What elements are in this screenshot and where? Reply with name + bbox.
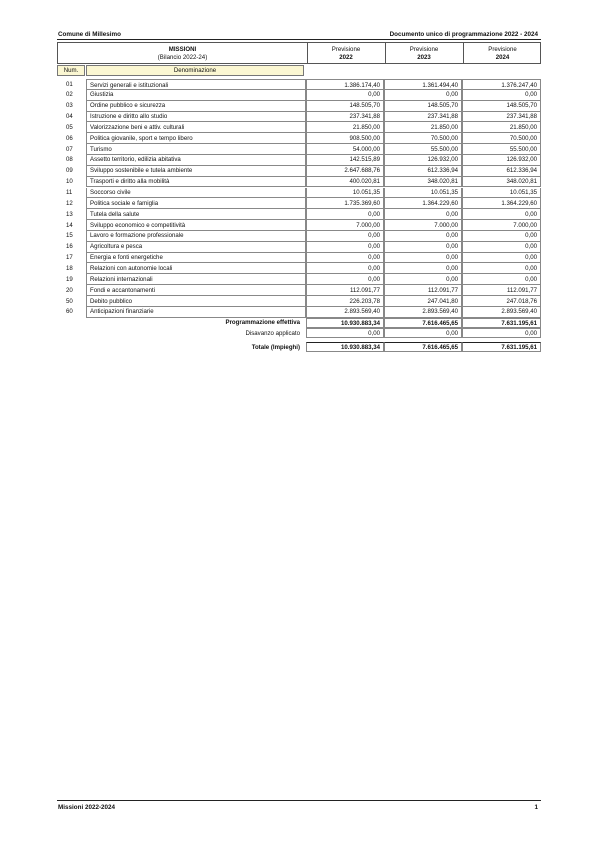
value-2022: 0,00 xyxy=(368,210,380,218)
value-2024-cell xyxy=(462,220,541,231)
mission-name: Giustizia xyxy=(90,91,114,99)
totale-2022: 10.930.883,34 xyxy=(306,342,384,352)
mission-name-cell xyxy=(86,122,306,133)
missioni-header xyxy=(58,46,307,61)
value-2022: 148.505,70 xyxy=(349,102,380,110)
value-2022: 142.515,89 xyxy=(349,156,380,164)
mission-number: 11 xyxy=(66,189,73,196)
value-2023: 0,00 xyxy=(446,210,458,218)
mission-name: Debito pubblico xyxy=(90,297,133,305)
value-2024: 2.893.569,40 xyxy=(501,308,537,316)
mission-name-cell xyxy=(86,198,306,209)
value-2024-cell xyxy=(462,209,541,220)
value-2022-cell xyxy=(306,242,384,253)
value-2023-cell xyxy=(384,166,462,177)
value-2024: 0,00 xyxy=(525,243,537,251)
footer-title: Missioni 2022-2024 xyxy=(58,804,116,811)
mission-name-cell xyxy=(86,188,306,199)
mission-name: Relazioni con autonomie locali xyxy=(90,264,173,272)
value-2023-cell xyxy=(384,101,462,112)
value-2024-cell xyxy=(462,166,541,177)
value-2023-cell xyxy=(384,285,462,296)
value-2022-cell xyxy=(306,144,384,155)
mission-name: Relazioni internazionali xyxy=(90,275,153,283)
table-row xyxy=(57,263,541,274)
mission-name-cell xyxy=(86,263,306,274)
mission-number: 19 xyxy=(66,275,73,283)
value-2023-cell xyxy=(384,122,462,133)
mission-number: 10 xyxy=(66,178,73,186)
value-2023: 112.091,77 xyxy=(427,286,458,294)
value-2024: 55.500,00 xyxy=(509,145,537,153)
table-row xyxy=(57,296,541,307)
value-2022-cell xyxy=(306,79,384,90)
value-2024-cell xyxy=(462,133,541,144)
value-2024: 612.336,94 xyxy=(506,167,537,175)
value-2022-cell xyxy=(306,198,384,209)
value-2022: 2.893.569,40 xyxy=(344,308,380,316)
value-2022: 0,00 xyxy=(368,232,380,240)
value-2024-cell xyxy=(462,155,541,166)
value-2024-cell xyxy=(462,307,541,318)
value-2023: 1.364.229,60 xyxy=(422,199,458,207)
denominazione-column-header: Denominazione xyxy=(86,65,304,76)
value-2024-cell xyxy=(462,90,541,101)
value-2022: 0,00 xyxy=(368,275,380,283)
programmazione-2022: 10.930.883,34 xyxy=(306,318,384,328)
value-2022-cell xyxy=(306,253,384,264)
mission-number: 09 xyxy=(66,167,73,175)
mission-name: Tutela della salute xyxy=(90,210,140,218)
value-2023-cell xyxy=(384,209,462,220)
value-2023: 1.361.494,40 xyxy=(422,81,458,89)
mission-number: 17 xyxy=(66,254,73,262)
table-row xyxy=(57,112,541,123)
value-2024: 0,00 xyxy=(525,91,537,99)
value-2024: 247.018,76 xyxy=(506,297,537,305)
year-label: 2023 xyxy=(417,53,431,61)
value-2022-cell xyxy=(306,90,384,101)
mission-name: Istruzione e diritto allo studio xyxy=(90,113,168,121)
value-2023-cell xyxy=(384,220,462,231)
value-2024: 237.341,88 xyxy=(506,113,537,121)
value-2022-cell xyxy=(306,155,384,166)
mission-name-cell xyxy=(86,79,306,90)
mission-name: Sviluppo economico e competitività xyxy=(90,221,186,229)
value-2024: 0,00 xyxy=(525,210,537,218)
value-2022-cell xyxy=(306,188,384,199)
value-2022-cell xyxy=(306,263,384,274)
value-2024: 70.500,00 xyxy=(509,134,537,142)
value-2023: 70.500,00 xyxy=(430,134,458,142)
missioni-title: MISSIONI xyxy=(168,46,197,53)
mission-number: 08 xyxy=(66,156,73,164)
value-2023: 0,00 xyxy=(446,264,458,272)
value-2022-cell xyxy=(306,231,384,242)
value-2023: 55.500,00 xyxy=(430,145,458,153)
year-header-2022 xyxy=(307,46,385,61)
mission-name-cell xyxy=(86,209,306,220)
value-2022-cell xyxy=(306,285,384,296)
value-2024: 1.376.247,40 xyxy=(501,81,537,89)
value-2023-cell xyxy=(384,242,462,253)
programmazione-label: Programmazione effettiva xyxy=(225,319,300,326)
value-2022-cell xyxy=(306,296,384,307)
table-row xyxy=(57,79,541,90)
value-2024-cell xyxy=(462,296,541,307)
year-label: 2022 xyxy=(339,53,353,61)
value-2022: 0,00 xyxy=(368,91,380,99)
value-2023-cell xyxy=(384,79,462,90)
mission-name-cell xyxy=(86,101,306,112)
value-2023-cell xyxy=(384,253,462,264)
value-2023: 247.041,80 xyxy=(427,297,458,305)
value-2022-cell xyxy=(306,122,384,133)
mission-name-cell xyxy=(86,285,306,296)
mission-name-cell xyxy=(86,242,306,253)
mission-number: 06 xyxy=(66,134,73,142)
value-2022-cell xyxy=(306,166,384,177)
value-2024: 0,00 xyxy=(525,264,537,272)
value-2022: 400.020,81 xyxy=(349,178,380,186)
mission-name-cell xyxy=(86,231,306,242)
value-2022: 21.850,00 xyxy=(352,123,380,131)
footer-rule xyxy=(57,800,541,801)
value-2022-cell xyxy=(306,133,384,144)
disavanzo-2023: 0,00 xyxy=(384,328,462,338)
value-2024: 10.051,35 xyxy=(509,189,537,196)
mission-name: Valorizzazione beni e attiv. culturali xyxy=(90,123,185,131)
value-2022: 2.647.688,76 xyxy=(344,167,380,175)
mission-name: Anticipazioni finanziarie xyxy=(90,308,154,316)
mission-number: 03 xyxy=(66,102,73,110)
value-2024: 126.932,00 xyxy=(506,156,537,164)
totals-block xyxy=(57,318,541,358)
value-2023-cell xyxy=(384,274,462,285)
value-2024: 7.000,00 xyxy=(513,221,537,229)
value-2022-cell xyxy=(306,177,384,188)
value-2022: 1.735.369,60 xyxy=(344,199,380,207)
value-2023: 2.893.569,40 xyxy=(422,308,458,316)
value-2023-cell xyxy=(384,188,462,199)
value-2022: 237.341,88 xyxy=(349,113,380,121)
mission-name: Sviluppo sostenibile e tutela ambiente xyxy=(90,167,193,175)
value-2023: 348.020,81 xyxy=(427,178,458,186)
value-2024: 148.505,70 xyxy=(506,102,537,110)
mission-name-cell xyxy=(86,253,306,264)
table-row xyxy=(57,242,541,253)
value-2023: 0,00 xyxy=(446,254,458,262)
value-2022-cell xyxy=(306,112,384,123)
table-row xyxy=(57,198,541,209)
mission-number: 20 xyxy=(66,286,73,294)
num-column-header: Num. xyxy=(57,65,85,76)
totale-2023: 7.616.465,65 xyxy=(384,342,462,352)
mission-number: 05 xyxy=(66,123,73,131)
value-2022-cell xyxy=(306,220,384,231)
value-2024: 0,00 xyxy=(525,232,537,240)
mission-number: 12 xyxy=(66,199,73,207)
mission-name-cell xyxy=(86,112,306,123)
value-2024: 0,00 xyxy=(525,254,537,262)
header-rule xyxy=(57,39,541,40)
value-2023: 148.505,70 xyxy=(427,102,458,110)
value-2023-cell xyxy=(384,307,462,318)
mission-name: Ordine pubblico e sicurezza xyxy=(90,102,166,110)
table-row xyxy=(57,274,541,285)
table-row xyxy=(57,285,541,296)
value-2022-cell xyxy=(306,274,384,285)
table-row xyxy=(57,122,541,133)
value-2022: 908.500,00 xyxy=(349,134,380,142)
value-2024-cell xyxy=(462,253,541,264)
entity-name: Comune di Millesimo xyxy=(58,31,121,38)
table-row xyxy=(57,90,541,101)
value-2023: 0,00 xyxy=(446,91,458,99)
table-row xyxy=(57,231,541,242)
totale-label: Totale (Impieghi) xyxy=(251,344,300,351)
value-2022: 10.051,35 xyxy=(352,189,380,196)
table-row xyxy=(57,144,541,155)
mission-name: Politica giovanile, sport e tempo libero xyxy=(90,134,193,142)
totale-2024: 7.631.195,61 xyxy=(462,342,541,352)
value-2023-cell xyxy=(384,144,462,155)
value-2023: 0,00 xyxy=(446,232,458,240)
table-row xyxy=(57,220,541,231)
value-2024: 21.850,00 xyxy=(509,123,537,131)
mission-name-cell xyxy=(86,307,306,318)
value-2023: 126.932,00 xyxy=(427,156,458,164)
mission-name-cell xyxy=(86,166,306,177)
table-row xyxy=(57,253,541,264)
mission-name: Agricoltura e pesca xyxy=(90,243,143,251)
value-2022: 0,00 xyxy=(368,254,380,262)
table-row xyxy=(57,155,541,166)
value-2024-cell xyxy=(462,274,541,285)
mission-number: 18 xyxy=(66,264,73,272)
table-row xyxy=(57,166,541,177)
mission-name: Energia e fonti energetiche xyxy=(90,254,163,262)
mission-number: 15 xyxy=(66,232,73,240)
year-header-2024 xyxy=(463,46,542,61)
mission-number: 13 xyxy=(66,210,73,218)
value-2023: 7.000,00 xyxy=(434,221,458,229)
mission-name-cell xyxy=(86,274,306,285)
table-row xyxy=(57,101,541,112)
mission-number: 50 xyxy=(66,297,73,305)
value-2024-cell xyxy=(462,101,541,112)
disavanzo-2022: 0,00 xyxy=(306,328,384,338)
mission-name: Soccorso civile xyxy=(90,189,131,196)
programmazione-2023: 7.616.465,65 xyxy=(384,318,462,328)
value-2023: 0,00 xyxy=(446,275,458,283)
value-2023-cell xyxy=(384,112,462,123)
mission-number: 02 xyxy=(66,91,73,99)
value-2024-cell xyxy=(462,198,541,209)
mission-name-cell xyxy=(86,177,306,188)
mission-number: 60 xyxy=(66,308,73,316)
value-2024-cell xyxy=(462,144,541,155)
value-2022: 0,00 xyxy=(368,243,380,251)
mission-name: Lavoro e formazione professionale xyxy=(90,232,184,240)
value-2023-cell xyxy=(384,155,462,166)
value-2022: 7.000,00 xyxy=(356,221,380,229)
value-2022: 112.091,77 xyxy=(349,286,380,294)
mission-number: 07 xyxy=(66,145,73,153)
value-2023-cell xyxy=(384,133,462,144)
value-2024-cell xyxy=(462,122,541,133)
mission-name-cell xyxy=(86,155,306,166)
value-2023-cell xyxy=(384,231,462,242)
year-header-2023 xyxy=(385,46,463,61)
value-2023: 21.850,00 xyxy=(430,123,458,131)
mission-number: 14 xyxy=(66,221,73,229)
disavanzo-label: Disavanzo applicato xyxy=(245,330,300,337)
mission-name-cell xyxy=(86,296,306,307)
year-label: 2024 xyxy=(495,53,510,61)
value-2023-cell xyxy=(384,296,462,307)
value-2023: 237.341,88 xyxy=(427,113,458,121)
value-2022-cell xyxy=(306,307,384,318)
mission-name: Servizi generali e istituzionali xyxy=(90,81,169,89)
mission-name-cell xyxy=(86,90,306,101)
document-title: Documento unico di programmazione 2022 - 2024 xyxy=(389,31,538,38)
value-2024-cell xyxy=(462,242,541,253)
mission-number: 01 xyxy=(66,80,73,88)
prev-label: Previsione xyxy=(488,46,517,53)
value-2022: 54.000,00 xyxy=(352,145,380,153)
value-2024-cell xyxy=(462,285,541,296)
value-2024-cell xyxy=(462,112,541,123)
value-2022-cell xyxy=(306,209,384,220)
value-2023: 0,00 xyxy=(446,243,458,251)
table-row xyxy=(57,188,541,199)
page-number: 1 xyxy=(534,804,538,811)
value-2024-cell xyxy=(462,79,541,90)
mission-name: Politica sociale e famiglia xyxy=(90,199,159,207)
value-2022: 226.203,78 xyxy=(349,297,380,305)
value-2023-cell xyxy=(384,90,462,101)
value-2023: 10.051,35 xyxy=(430,189,458,196)
table-row xyxy=(57,307,541,318)
value-2023-cell xyxy=(384,177,462,188)
mission-number: 04 xyxy=(66,113,73,121)
mission-name-cell xyxy=(86,220,306,231)
mission-name: Assetto territorio, edilizia abitativa xyxy=(90,156,181,164)
value-2024: 112.091,77 xyxy=(506,286,537,294)
mission-name: Fondi e accantonamenti xyxy=(90,286,156,294)
prev-label: Previsione xyxy=(409,46,439,53)
mission-name-cell xyxy=(86,133,306,144)
value-2023-cell xyxy=(384,263,462,274)
value-2022: 1.386.174,40 xyxy=(344,81,380,89)
mission-name: Turismo xyxy=(90,145,112,153)
value-2024: 1.364.229,60 xyxy=(501,199,537,207)
prev-label: Previsione xyxy=(331,46,361,53)
value-2024-cell xyxy=(462,177,541,188)
table-row xyxy=(57,133,541,144)
bilancio-subtitle: (Bilancio 2022-24) xyxy=(157,53,208,61)
value-2022: 0,00 xyxy=(368,264,380,272)
value-2024-cell xyxy=(462,188,541,199)
mission-name: Trasporti e diritto alla mobilità xyxy=(90,178,170,186)
mission-number: 16 xyxy=(66,243,73,251)
mission-name-cell xyxy=(86,144,306,155)
value-2024: 0,00 xyxy=(525,275,537,283)
table-header xyxy=(57,42,541,64)
programmazione-2024: 7.631.195,61 xyxy=(462,318,541,328)
disavanzo-2024: 0,00 xyxy=(462,328,541,338)
value-2023-cell xyxy=(384,198,462,209)
value-2024-cell xyxy=(462,263,541,274)
value-2023: 612.336,94 xyxy=(427,167,458,175)
table-row xyxy=(57,209,541,220)
value-2024: 348.020,81 xyxy=(506,178,537,186)
value-2024-cell xyxy=(462,231,541,242)
table-row xyxy=(57,177,541,188)
value-2022-cell xyxy=(306,101,384,112)
